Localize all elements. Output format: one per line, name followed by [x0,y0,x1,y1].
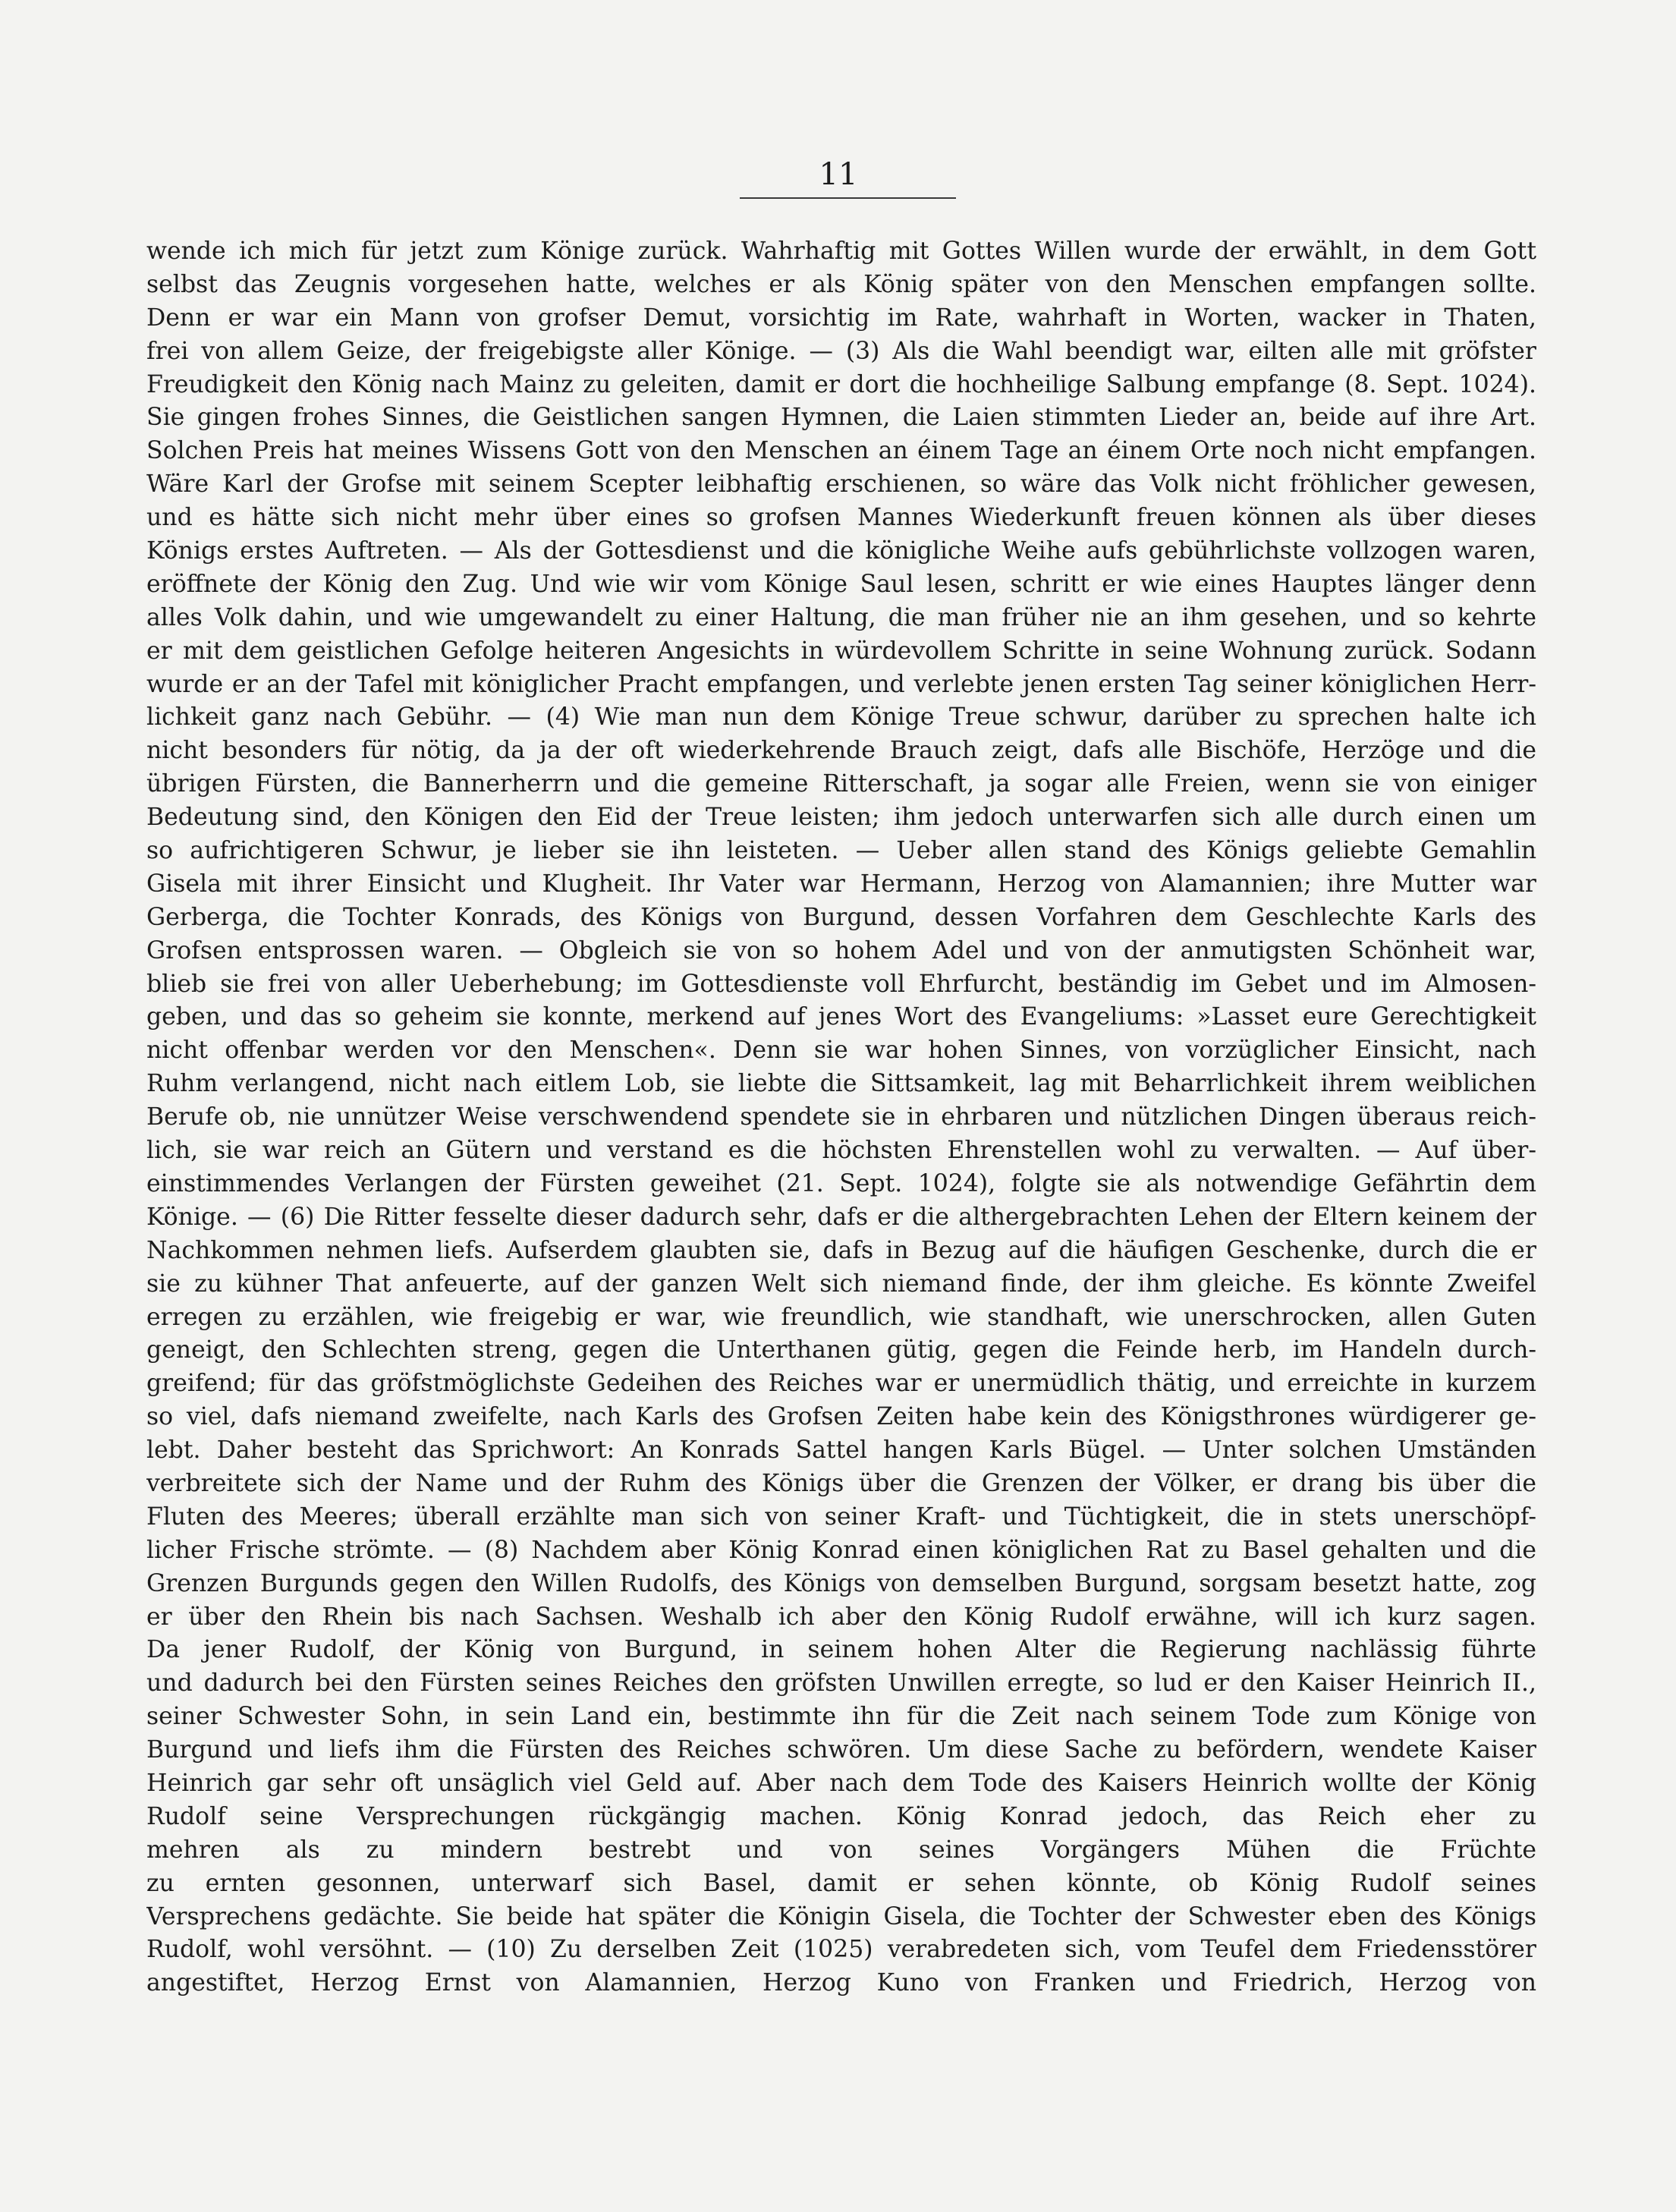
text-line: Nachkommen nehmen liefs. Aufserdem glaubten sie, dafs in Bezug auf die häufigen Geschenke, durch die er [146,1236,1536,1264]
page-number: 11 [819,157,858,192]
body-text [146,235,1536,2000]
text-line: Denn er war ein Mann von grofser Demut, vorsichtig im Rate, wahrhaft in Worten, wacker in Thaten, [146,304,1536,332]
text-line: wurde er an der Tafel mit königlicher Pracht empfangen, und verlebte jenen ersten Tag seiner königlichen Herr- [146,670,1536,698]
text-line: verbreitete sich der Name und der Ruhm des Königs über die Grenzen der Völker, er drang bis über die [146,1469,1536,1497]
text-line: Bedeutung sind, den Königen den Eid der Treue leisten; ihm jedoch unterwarfen sich alle durch einen um [146,804,1536,832]
text-line: Berufe ob, nie unnützer Weise verschwendend spendete sie in ehrbaren und nützlichen Dingen überaus reich- [146,1103,1536,1131]
text-line: lich, sie war reich an Gütern und verstand es die höchsten Ehrenstellen wohl zu verwalten. — Auf über- [146,1137,1536,1165]
text-line: geben, und das so geheim sie konnte, merkend auf jenes Wort des Evangeliums: »Lasset eure Gerechtigkeit [146,1003,1536,1031]
text-line: Da jener Rudolf, der König von Burgund, in seinem hohen Alter die Regierung nachlässig führte [146,1636,1536,1664]
text-line: alles Volk dahin, und wie umgewandelt zu einer Haltung, die man früher nie an ihm gesehen, und so kehrte [146,603,1536,631]
text-line: Ruhm verlangend, nicht nach eitlem Lob, sie liebte die Sittsamkeit, lag mit Beharrlichkeit ihrem weiblichen [146,1070,1536,1098]
text-line: Freudigkeit den König nach Mainz zu geleiten, damit er dort die hochheilige Salbung empfange (8. Sept. 1024). [146,370,1536,398]
header-rule [740,197,956,199]
text-line: zu ernten gesonnen, unterwarf sich Basel, damit er sehen könnte, ob König Rudolf seines [146,1869,1536,1897]
text-line: und es hätte sich nicht mehr über eines so grofsen Mannes Wiederkunft freuen können als über dieses [146,504,1536,532]
text-line: Versprechens gedächte. Sie beide hat später die Königin Gisela, die Tochter der Schwester eben des Königs [146,1902,1536,1930]
text-line: Grenzen Burgunds gegen den Willen Rudolfs, des Königs von demselben Burgund, sorgsam besetzt hatte, zog [146,1569,1536,1597]
text-line: erregen zu erzählen, wie freigebig er war, wie freundlich, wie standhaft, wie unerschrocken, allen Guten [146,1303,1536,1331]
text-line: geneigt, den Schlechten streng, gegen die Unterthanen gütig, gegen die Feinde herb, im Handeln durch- [146,1336,1536,1364]
text-line: wende ich mich für jetzt zum Könige zurück. Wahrhaftig mit Gottes Willen wurde der erwählt, in dem Gott [146,238,1536,265]
text-line: eröffnete der König den Zug. Und wie wir vom Könige Saul lesen, schritt er wie eines Hauptes länger denn [146,570,1536,598]
text-line: lebt. Daher besteht das Sprichwort: An Konrads Sattel hangen Karls Bügel. — Unter solchen Umständen [146,1436,1536,1465]
text-line: Rudolf seine Versprechungen rückgängig machen. König Konrad jedoch, das Reich eher zu [146,1802,1536,1830]
text-line: übrigen Fürsten, die Bannerherrn und die gemeine Ritterschaft, ja sogar alle Freien, wenn sie von einiger [146,770,1536,798]
text-line: Fluten des Meeres; überall erzählte man sich von seiner Kraft- und Tüchtigkeit, die in stets unerschöpf- [146,1502,1536,1531]
text-line: und dadurch bei den Fürsten seines Reiches den gröfsten Unwillen erregte, so lud er den Kaiser Heinrich II., [146,1669,1536,1698]
text-line: Könige. — (6) Die Ritter fesselte dieser dadurch sehr, dafs er die althergebrachten Lehen der Eltern keinem der [146,1203,1536,1231]
text-line: Königs erstes Auftreten. — Als der Gottesdienst und die königliche Weihe aufs gebührlichste vollzogen waren, [146,537,1536,565]
text-line: frei von allem Geize, der freigebigste aller Könige. — (3) Als die Wahl beendigt war, eilten alle mit gröfster [146,337,1536,365]
text-line: Gerberga, die Tochter Konrads, des Königs von Burgund, dessen Vorfahren dem Geschlechte Karls des [146,903,1536,931]
text-line: Heinrich gar sehr oft unsäglich viel Geld auf. Aber nach dem Tode des Kaisers Heinrich wollte der König [146,1769,1536,1797]
text-line: er über den Rhein bis nach Sachsen. Weshalb ich aber den König Rudolf erwähne, will ich kurz sagen. [146,1603,1536,1631]
text-line: Sie gingen frohes Sinnes, die Geistlichen sangen Hymnen, die Laien stimmten Lieder an, beide auf ihre Art. [146,404,1536,432]
text-line: selbst das Zeugnis vorgesehen hatte, welches er als König später von den Menschen empfangen sollte. [146,270,1536,298]
text-line: nicht offenbar werden vor den Menschen«. Denn sie war hohen Sinnes, von vorzüglicher Einsicht, nach [146,1037,1536,1065]
text-line: er mit dem geistlichen Gefolge heiteren Angesichts in würdevollem Schritte in seine Wohnung zurück. Sodann [146,637,1536,665]
text-line: lichkeit ganz nach Gebühr. — (4) Wie man nun dem Könige Treue schwur, darüber zu sprechen halte ich [146,703,1536,732]
text-line: licher Frische strömte. — (8) Nachdem aber König Konrad einen königlichen Rat zu Basel gehalten und die [146,1536,1536,1564]
text-line: so viel, dafs niemand zweifelte, nach Karls des Grofsen Zeiten habe kein des Königsthrones würdigerer ge- [146,1403,1536,1431]
text-line: Rudolf, wohl versöhnt. — (10) Zu derselben Zeit (1025) verabredeten sich, vom Teufel dem Friedensstörer [146,1936,1536,1964]
text-line: Wäre Karl der Grofse mit seinem Scepter leibhaftig erschienen, so wäre das Volk nicht fröhlicher gewesen, [146,470,1536,499]
text-line: angestiftet, Herzog Ernst von Alamannien, Herzog Kuno von Franken und Friedrich, Herzog von [146,1969,1536,1997]
text-line: sie zu kühner That anfeuerte, auf der ganzen Welt sich niemand finde, der ihm gleiche. Es könnte Zweifel [146,1270,1536,1298]
text-line: Burgund und liefs ihm die Fürsten des Reiches schwören. Um diese Sache zu befördern, wendete Kaiser [146,1736,1536,1764]
text-line: greifend; für das gröfstmöglichste Gedeihen des Reiches war er unermüdlich thätig, und erreichte in kurzem [146,1370,1536,1398]
text-line: Grofsen entsprossen waren. — Obgleich sie von so hohem Adel und von der anmutigsten Schönheit war, [146,936,1536,964]
text-line: seiner Schwester Sohn, in sein Land ein, bestimmte ihn für die Zeit nach seinem Tode zum Könige von [146,1703,1536,1731]
text-line: Gisela mit ihrer Einsicht und Klugheit. Ihr Vater war Hermann, Herzog von Alamannien; ihre Mutter war [146,870,1536,898]
text-line: so aufrichtigeren Schwur, je lieber sie ihn leisteten. — Ueber allen stand des Königs geliebte Gemahlin [146,837,1536,865]
text-line: mehren als zu mindern bestrebt und von seines Vorgängers Mühen die Früchte [146,1836,1536,1864]
text-line: blieb sie frei von aller Ueberhebung; im Gottesdienste voll Ehrfurcht, beständig im Gebet und im Almosen- [146,970,1536,998]
text-line: nicht besonders für nötig, da ja der oft wiederkehrende Brauch zeigt, dafs alle Bischöfe, Herzöge und die [146,737,1536,765]
text-line: Solchen Preis hat meines Wissens Gott von den Menschen an éinem Tage an éinem Orte noch nicht empfangen. [146,437,1536,465]
text-line: einstimmendes Verlangen der Fürsten geweihet (21. Sept. 1024), folgte sie als notwendige Gefährtin dem [146,1169,1536,1197]
